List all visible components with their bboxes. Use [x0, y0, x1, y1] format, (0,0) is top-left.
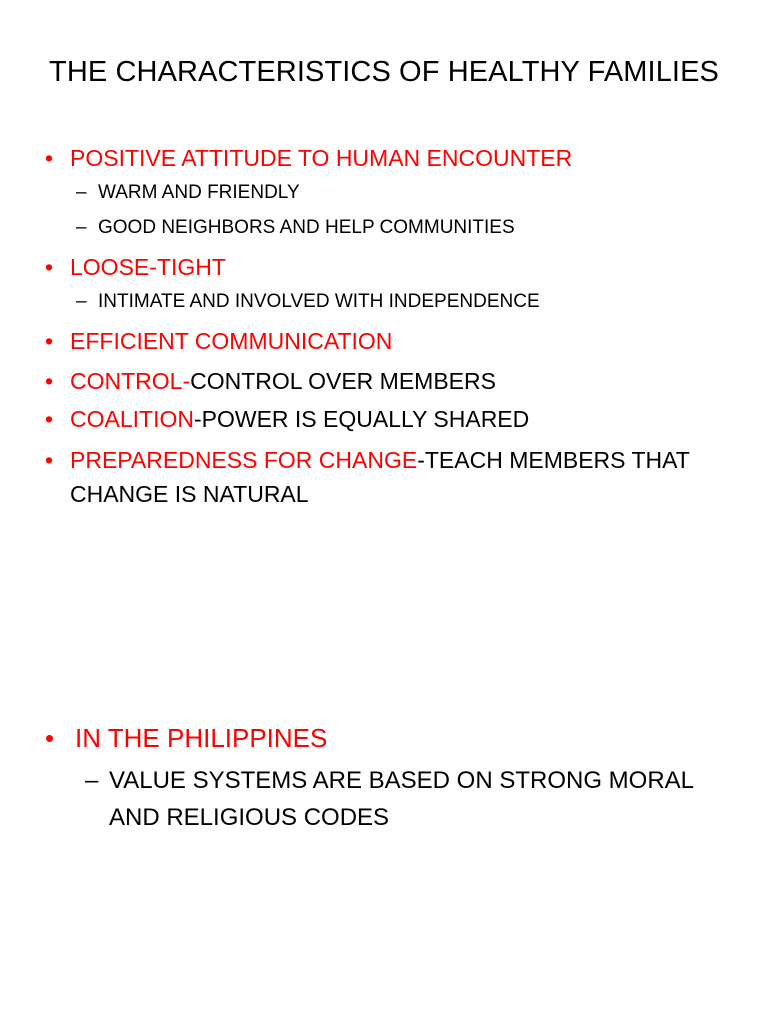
- bullet-marker: •: [45, 723, 55, 753]
- sub-marker: –: [76, 291, 87, 312]
- bullet-continuation: CHANGE IS NATURAL: [70, 481, 309, 507]
- bullet-label: PREPAREDNESS FOR CHANGE: [70, 447, 418, 473]
- subitem-continuation: AND RELIGIOUS CODES: [109, 804, 390, 831]
- bullet-description: -POWER IS EQUALLY SHARED: [193, 406, 530, 432]
- bullet-label: COALITION: [70, 406, 194, 432]
- subitem-text: GOOD NEIGHBORS AND HELP COMMUNITIES: [98, 217, 515, 238]
- bullet-marker: •: [45, 145, 54, 171]
- bullet-label: POSITIVE ATTITUDE TO HUMAN ENCOUNTER: [70, 145, 573, 171]
- bullet-marker: •: [45, 368, 54, 394]
- subitem-text: WARM AND FRIENDLY: [98, 182, 300, 203]
- bullet-description: CONTROL OVER MEMBERS: [190, 368, 496, 394]
- bullet-text: [70, 366, 496, 396]
- subitem-text: INTIMATE AND INVOLVED WITH INDEPENDENCE: [98, 291, 540, 312]
- sub-marker: –: [76, 217, 87, 238]
- bullet-text: [70, 404, 529, 434]
- bullet-description: -TEACH MEMBERS THAT: [417, 447, 690, 473]
- bullet-marker: •: [45, 328, 54, 354]
- slide-title: THE CHARACTERISTICS OF HEALTHY FAMILIES: [49, 56, 719, 88]
- bullet-label: LOOSE-TIGHT: [70, 254, 226, 280]
- bullet-marker: •: [45, 447, 54, 473]
- bullet-label: CONTROL-: [70, 368, 191, 394]
- bullet-label: EFFICIENT COMMUNICATION: [70, 328, 393, 354]
- subitem-text: VALUE SYSTEMS ARE BASED ON STRONG MORAL: [109, 767, 695, 794]
- sub-marker: –: [76, 182, 87, 203]
- sub-marker: –: [85, 767, 99, 794]
- bullet-label: IN THE PHILIPPINES: [75, 723, 328, 753]
- bullet-marker: •: [45, 406, 54, 432]
- bullet-marker: •: [45, 254, 54, 280]
- bullet-text: [70, 445, 690, 475]
